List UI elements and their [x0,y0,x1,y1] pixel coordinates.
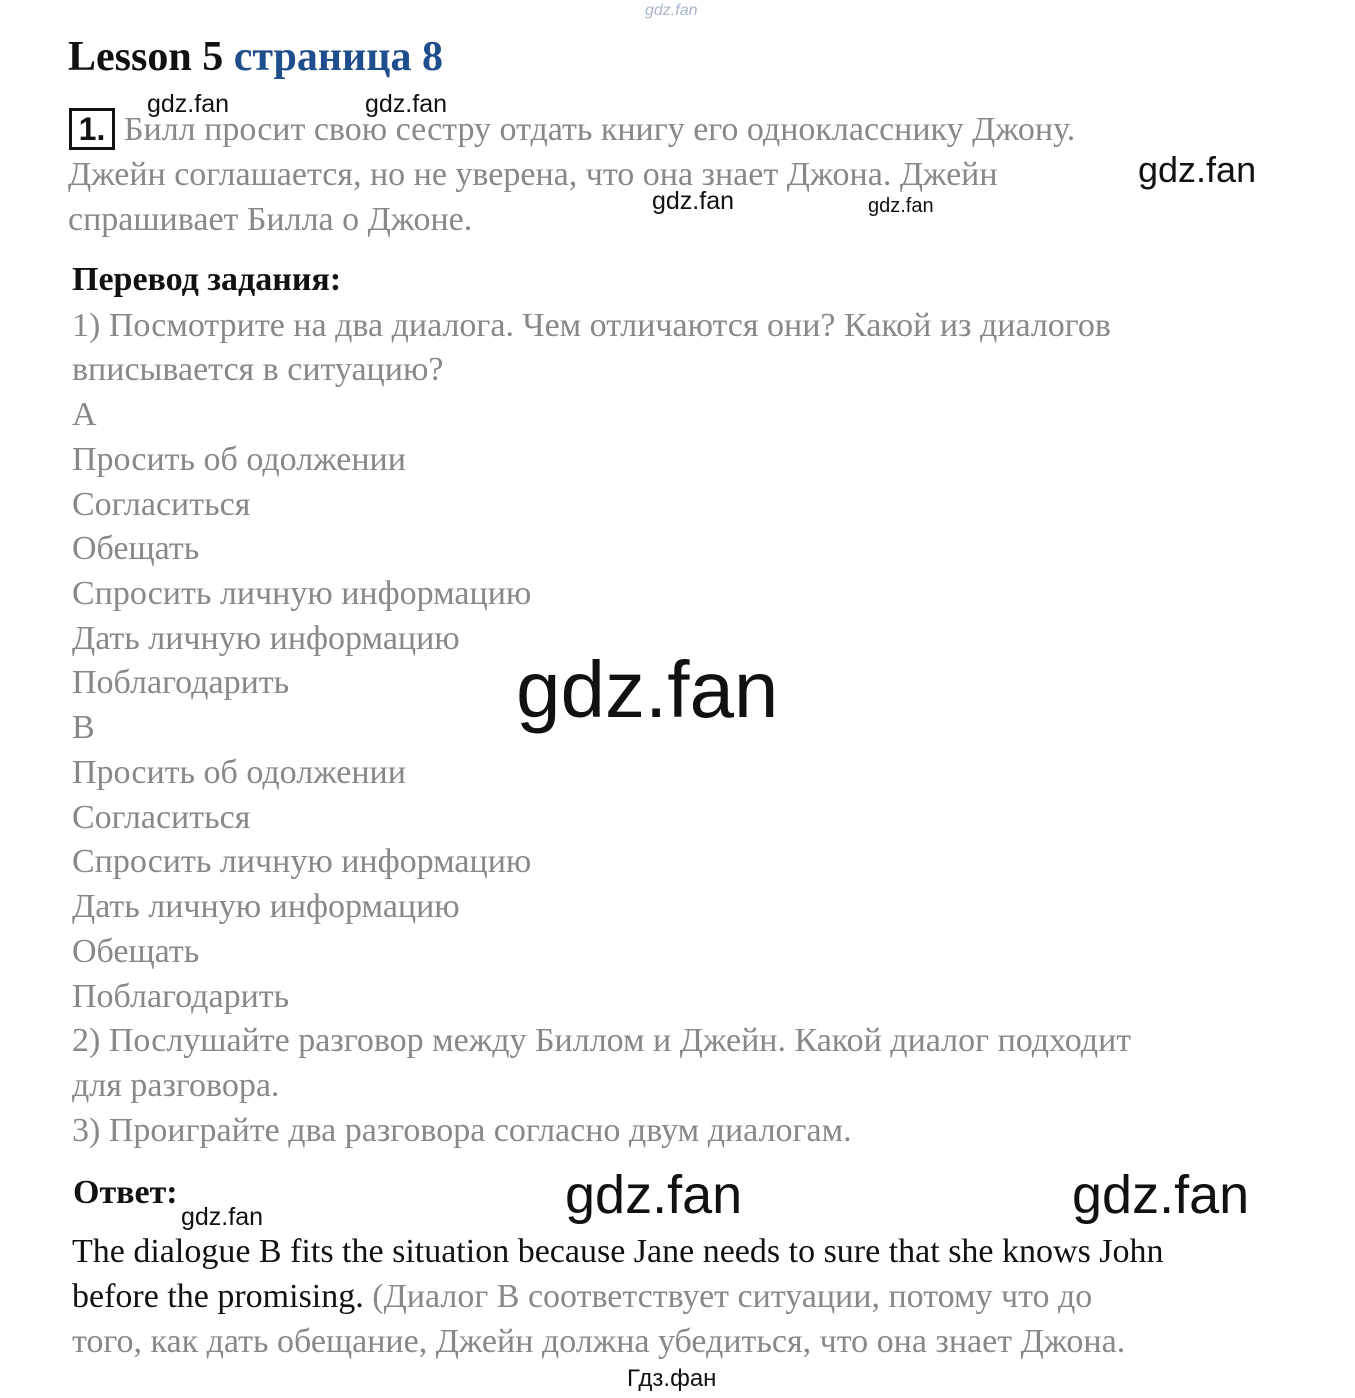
answer-line-2 [72,1280,1092,1314]
answer-line-1: The dialogue B fits the situation because Jane needs to sure that she knows John [72,1233,1164,1270]
answer-line-2-ru: (Диалог B соответствует ситуации, потому что до [363,1278,1093,1315]
translation-line: Поблагодарить [72,978,290,1015]
watermark-1: gdz.fan [147,90,230,118]
page-label: страница 8 [233,34,443,80]
watermark-center: gdz.fan [516,645,779,734]
exercise-number: 1. [69,108,115,150]
translation-line: Дать личную информацию [72,888,460,925]
watermark-bottom: Гдз.фан [627,1365,717,1392]
translation-line: 2) Послушайте разговор между Биллом и Джейн. Какой диалог подходит [72,1022,1132,1059]
translation-line: Поблагодарить [72,664,290,701]
translation-line: Согласиться [72,486,251,523]
answer-line-3: того, как дать обещание, Джейн должна убедиться, что она знает Джона. [72,1323,1126,1360]
translation-line: 1) Посмотрите на два диалога. Чем отличаются они? Какой из диалогов [72,307,1111,344]
top-watermark: gdz.fan [645,2,698,19]
dialogue-a-label: A [72,396,97,433]
translation-line: Обещать [72,933,200,970]
situation-line-3: спрашивает Билла о Джоне. [68,201,473,238]
watermark-3: gdz.fan [1138,149,1257,190]
watermark-7: gdz.fan [181,1203,264,1231]
translation-line: вписывается в ситуацию? [72,351,444,388]
watermark-2: gdz.fan [365,90,448,118]
translation-line: Спросить личную информацию [72,575,532,612]
translation-line: для разговора. [72,1067,280,1104]
watermark-8: gdz.fan [565,1165,743,1225]
translation-line: Согласиться [72,799,251,836]
watermark-5: gdz.fan [868,195,934,217]
watermark-9: gdz.fan [1072,1165,1250,1225]
translation-heading: Перевод задания: [72,261,342,298]
situation-line-2: Джейн соглашается, но не уверена, что она знает Джона. Джейн [68,156,998,193]
page-title [68,36,443,78]
translation-line: Спросить личную информацию [72,843,532,880]
lesson-label: Lesson 5 [68,34,224,80]
answer-line-2-en: before the promising. [72,1278,364,1315]
translation-line: Дать личную информацию [72,620,460,657]
translation-line: Просить об одолжении [72,441,406,478]
translation-line: Обещать [72,530,200,567]
answer-heading: Ответ: [73,1174,178,1211]
dialogue-b-label: B [72,709,95,746]
watermark-4: gdz.fan [652,187,735,215]
translation-line: Просить об одолжении [72,754,406,791]
situation-line-1: Билл просит свою сестру отдать книгу его однокласснику Джону. [124,111,1076,148]
translation-line: 3) Проиграйте два разговора согласно двум диалогам. [72,1112,852,1149]
